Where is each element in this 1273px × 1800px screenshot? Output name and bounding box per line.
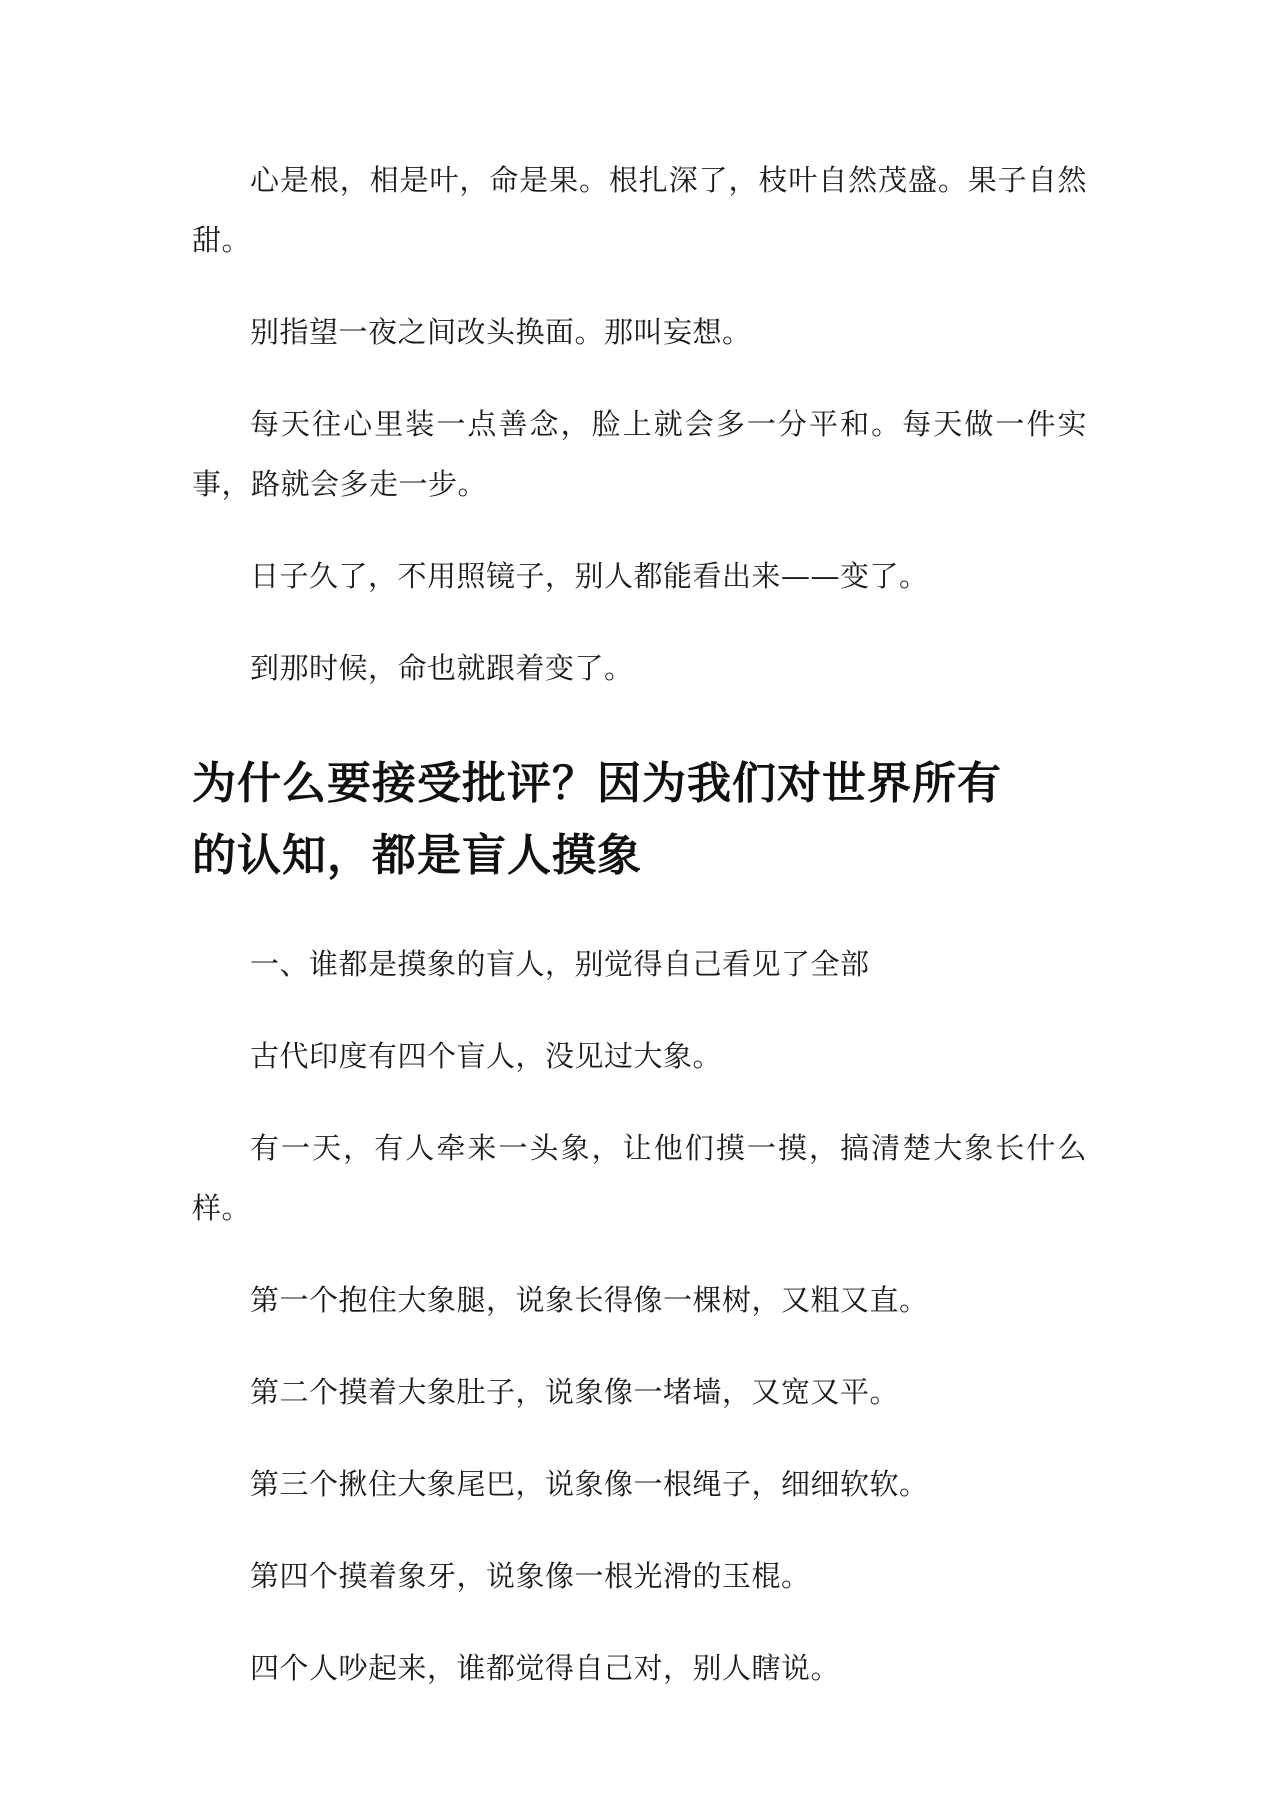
subheading-paragraph: 一、谁都是摸象的盲人，别觉得自己看见了全部 <box>250 947 870 981</box>
paragraph: 有一天，有人牵来一头象，让他们摸一摸，搞清楚大象长什么样。 <box>192 1131 1087 1225</box>
paragraph: 别指望一夜之间改头换面。那叫妄想。 <box>250 315 752 349</box>
paragraph: 第二个摸着大象肚子，说象像一堵墙，又宽又平。 <box>250 1375 900 1409</box>
paragraph: 第四个摸着象牙，说象像一根光滑的玉棍。 <box>250 1559 811 1593</box>
section-heading <box>192 748 1087 892</box>
paragraph: 到那时候，命也就跟着变了。 <box>250 651 634 685</box>
document-body <box>192 150 1087 1730</box>
paragraph: 心是根，相是叶，命是果。根扎深了，枝叶自然茂盛。果子自然甜。 <box>192 163 1087 257</box>
paragraph: 第三个揪住大象尾巴，说象像一根绳子，细细软软。 <box>250 1467 929 1501</box>
section-heading-line-2: 的认知，都是盲人摸象 <box>192 830 642 881</box>
paragraph: 每天往心里装一点善念，脸上就会多一分平和。每天做一件实事，路就会多走一步。 <box>192 407 1087 501</box>
section-heading-line-1: 为什么要接受批评？因为我们对世界所有 <box>192 758 1002 809</box>
paragraph: 古代印度有四个盲人，没见过大象。 <box>250 1039 723 1073</box>
paragraph: 四个人吵起来，谁都觉得自己对，别人瞎说。 <box>250 1651 841 1685</box>
paragraph: 第一个抱住大象腿，说象长得像一棵树，又粗又直。 <box>250 1283 929 1317</box>
paragraph: 日子久了，不用照镜子，别人都能看出来——变了。 <box>250 559 929 593</box>
